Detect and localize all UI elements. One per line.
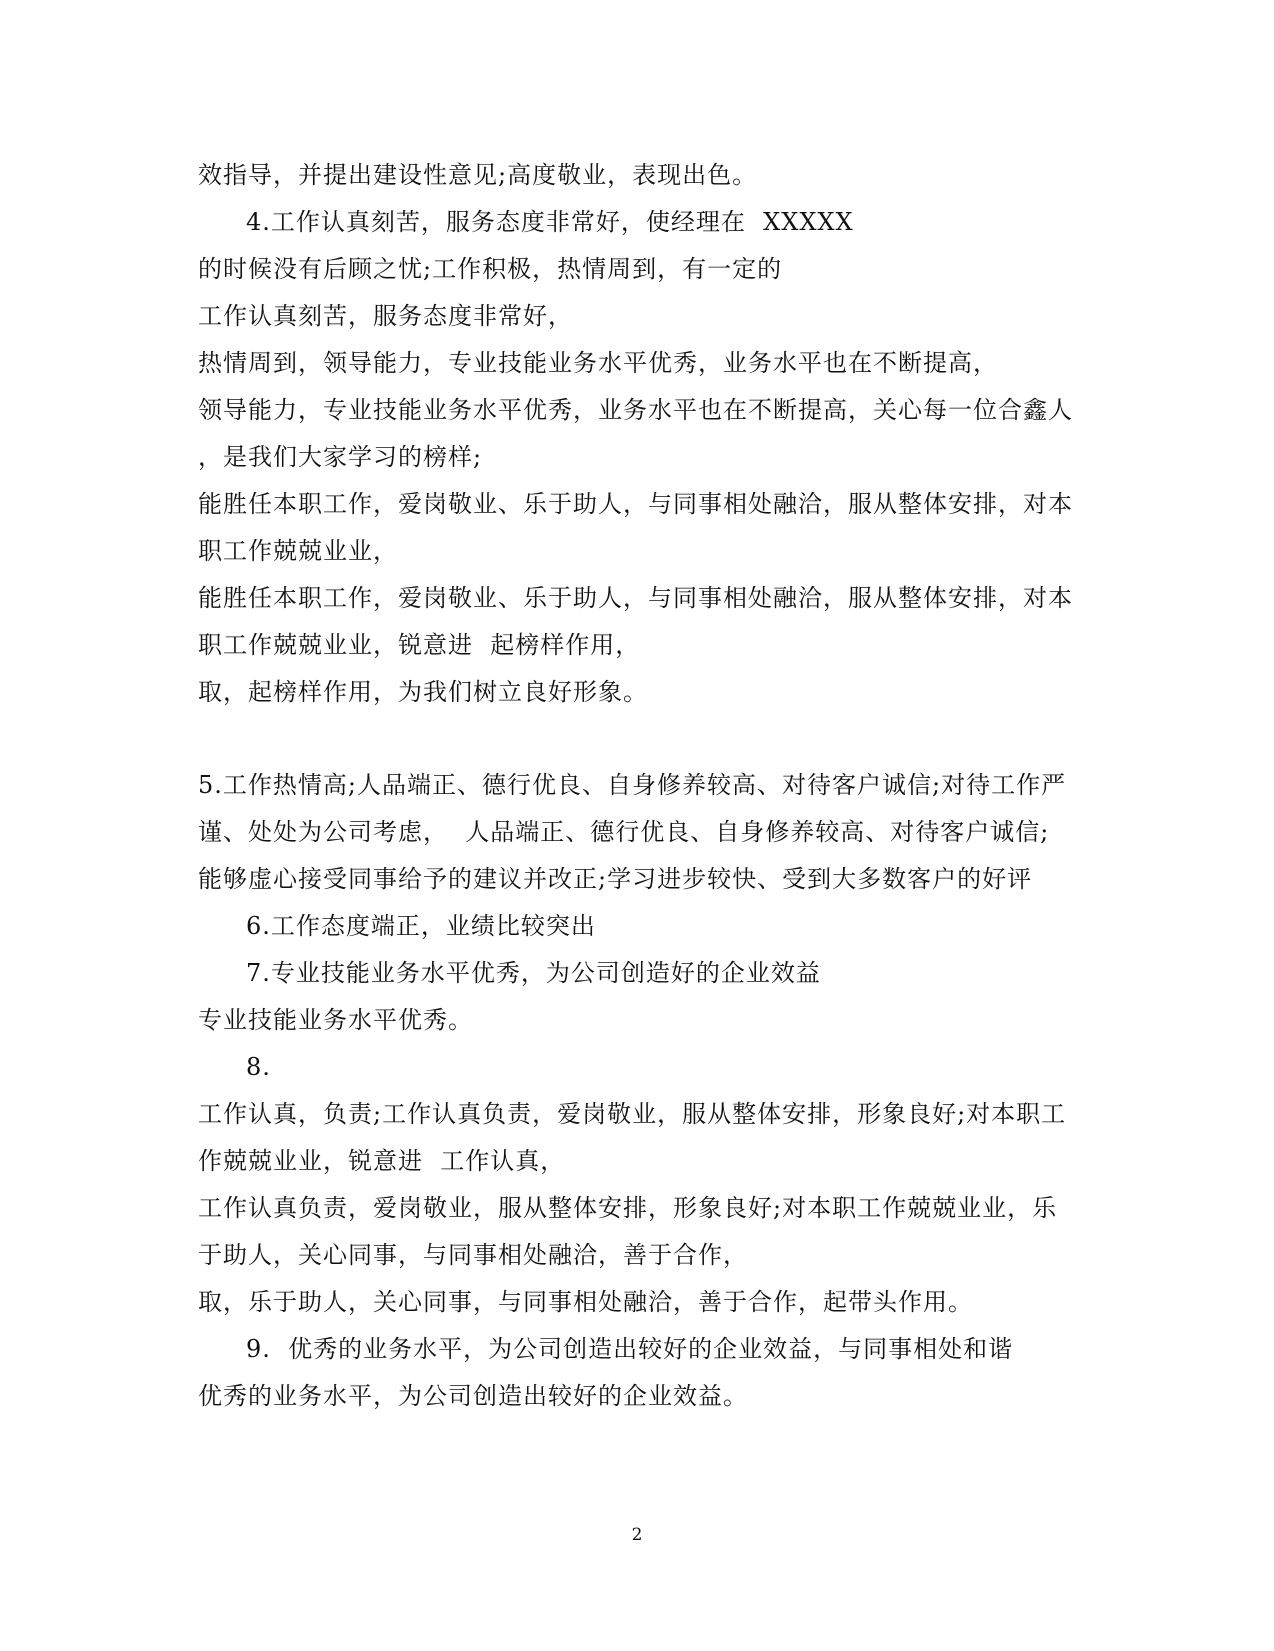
- text-line: 9. 优秀的业务水平，为公司创造出较好的企业效益，与同事相处和谐: [246, 1335, 1014, 1363]
- page-number: 2: [631, 1525, 643, 1545]
- text-line: 谨、处处为公司考虑， 人品端正、德行优良、自身修养较高、对待客户诚信;: [198, 818, 1050, 846]
- text-line: 于助人，关心同事，与同事相处融洽，善于合作，: [198, 1241, 748, 1269]
- text-line: 能胜任本职工作，爱岗敬业、乐于助人，与同事相处融洽，服从整体安排，对本: [198, 584, 1073, 612]
- text-line: ，是我们大家学习的榜样;: [198, 443, 483, 471]
- text-line: 工作认真，负责;工作认真负责，爱岗敬业，服从整体安排，形象良好;对本职工: [198, 1100, 1067, 1128]
- text-line: 的时候没有后顾之忧;工作积极，热情周到，有一定的: [198, 255, 783, 283]
- text-line: 工作认真刻苦，服务态度非常好，: [198, 302, 573, 330]
- text-line: 5.工作热情高;人品端正、德行优良、自身修养较高、对待客户诚信;对待工作严: [198, 771, 1067, 799]
- text-line: 作兢兢业业，锐意进 工作认真，: [198, 1147, 566, 1175]
- text-line: 热情周到，领导能力，专业技能业务水平优秀，业务水平也在不断提高，: [198, 349, 998, 377]
- text-line: 职工作兢兢业业，: [198, 537, 398, 565]
- text-line: 效指导，并提出建设性意见;高度敬业，表现出色。: [198, 161, 758, 189]
- text-line: 4.工作认真刻苦，服务态度非常好，使经理在 XXXXX: [246, 208, 854, 236]
- text-line: 取，乐于助人，关心同事，与同事相处融洽，善于合作，起带头作用。: [198, 1288, 973, 1316]
- text-line: 6.工作态度端正，业绩比较突出: [246, 912, 596, 940]
- text-line: 能胜任本职工作，爱岗敬业、乐于助人，与同事相处融洽，服从整体安排，对本: [198, 490, 1073, 518]
- text-line: 职工作兢兢业业，锐意进 起榜样作用，: [198, 631, 641, 659]
- text-line: 8.: [246, 1053, 271, 1081]
- text-line: 领导能力，专业技能业务水平优秀，业务水平也在不断提高，关心每一位合鑫人: [198, 396, 1073, 424]
- text-line: 专业技能业务水平优秀。: [198, 1006, 473, 1034]
- text-line: 工作认真负责，爱岗敬业，服从整体安排，形象良好;对本职工作兢兢业业，乐: [198, 1194, 1058, 1222]
- text-line: 取，起榜样作用，为我们树立良好形象。: [198, 678, 648, 706]
- text-line: 能够虚心接受同事给予的建议并改正;学习进步较快、受到大多数客户的好评: [198, 865, 1033, 893]
- text-line: 优秀的业务水平，为公司创造出较好的企业效益。: [198, 1382, 748, 1410]
- text-line: 7.专业技能业务水平优秀，为公司创造好的企业效益: [246, 959, 821, 987]
